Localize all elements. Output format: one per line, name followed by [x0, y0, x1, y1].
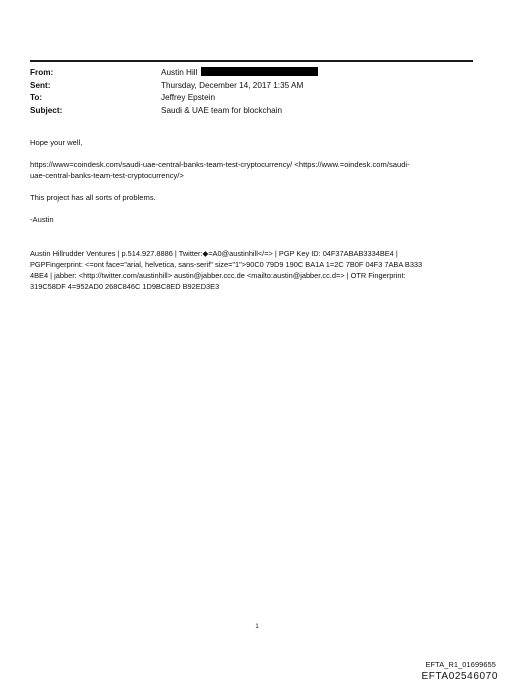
signature-line-3: 4BE4 | jabber: <http://twitter.com/austinhill> austin@jabber.ccc.de <mailto:austin@jabber.cc.d=> | OTR Fingerprint: — [30, 271, 406, 280]
sent-label: Sent: — [30, 80, 51, 90]
sent-row — [30, 80, 480, 93]
article-link — [30, 159, 480, 181]
from-row — [30, 67, 480, 80]
subject-value: Saudi & UAE team for blockchain — [161, 105, 283, 115]
signature-line-1: Austin Hillrudder Ventures | p.514.927.8886 | Twitter:◆=A0@austinhill</=> | PGP Key ID: 04F37ABAB3334BE4 | — [30, 249, 398, 258]
sent-value: Thursday, December 14, 2017 1:35 AM — [161, 80, 304, 90]
article-link-line-2: uae-central-banks-team-test-cryptocurrency/> — [30, 171, 184, 180]
message: This project has all sorts of problems. — [30, 193, 156, 202]
to-label: To: — [30, 93, 43, 102]
footer-document-id: EFTA_R1_01699655 — [425, 660, 496, 669]
signoff: -Austin — [30, 215, 54, 224]
to-row — [30, 92, 480, 105]
redaction-block — [201, 67, 318, 76]
greeting: Hope your well, — [30, 138, 83, 147]
from-value: Austin Hill — [161, 68, 198, 77]
from-value-group — [161, 67, 318, 79]
page-number: 1 — [255, 624, 259, 630]
from-label: From: — [30, 68, 54, 77]
to-value: Jeffrey Epstein — [161, 93, 216, 102]
email-header — [30, 67, 480, 117]
email-signature — [30, 248, 482, 292]
signature-line-2: PGPFingerprint: <=ont face="arial, helvetica, sans-serif" size="1">90C0 79D9 190C BA1A 1=2C 7B0F 04F3 7ABA B333 — [30, 260, 423, 269]
article-link-line-1: https://www=coindesk.com/saudi-uae-central-banks-team-test-cryptocurrency/ <https://www.=oindesk.com/saudi- — [30, 160, 410, 169]
signature-line-4: 319C58DF 4=952AD0 268C846C 1D9BC8ED B92ED3E3 — [30, 282, 220, 291]
subject-label: Subject: — [30, 105, 63, 115]
subject-row — [30, 105, 480, 118]
email-body — [30, 137, 480, 236]
footer-bates-number: EFTA02546070 — [421, 671, 498, 682]
header-divider — [30, 60, 473, 62]
